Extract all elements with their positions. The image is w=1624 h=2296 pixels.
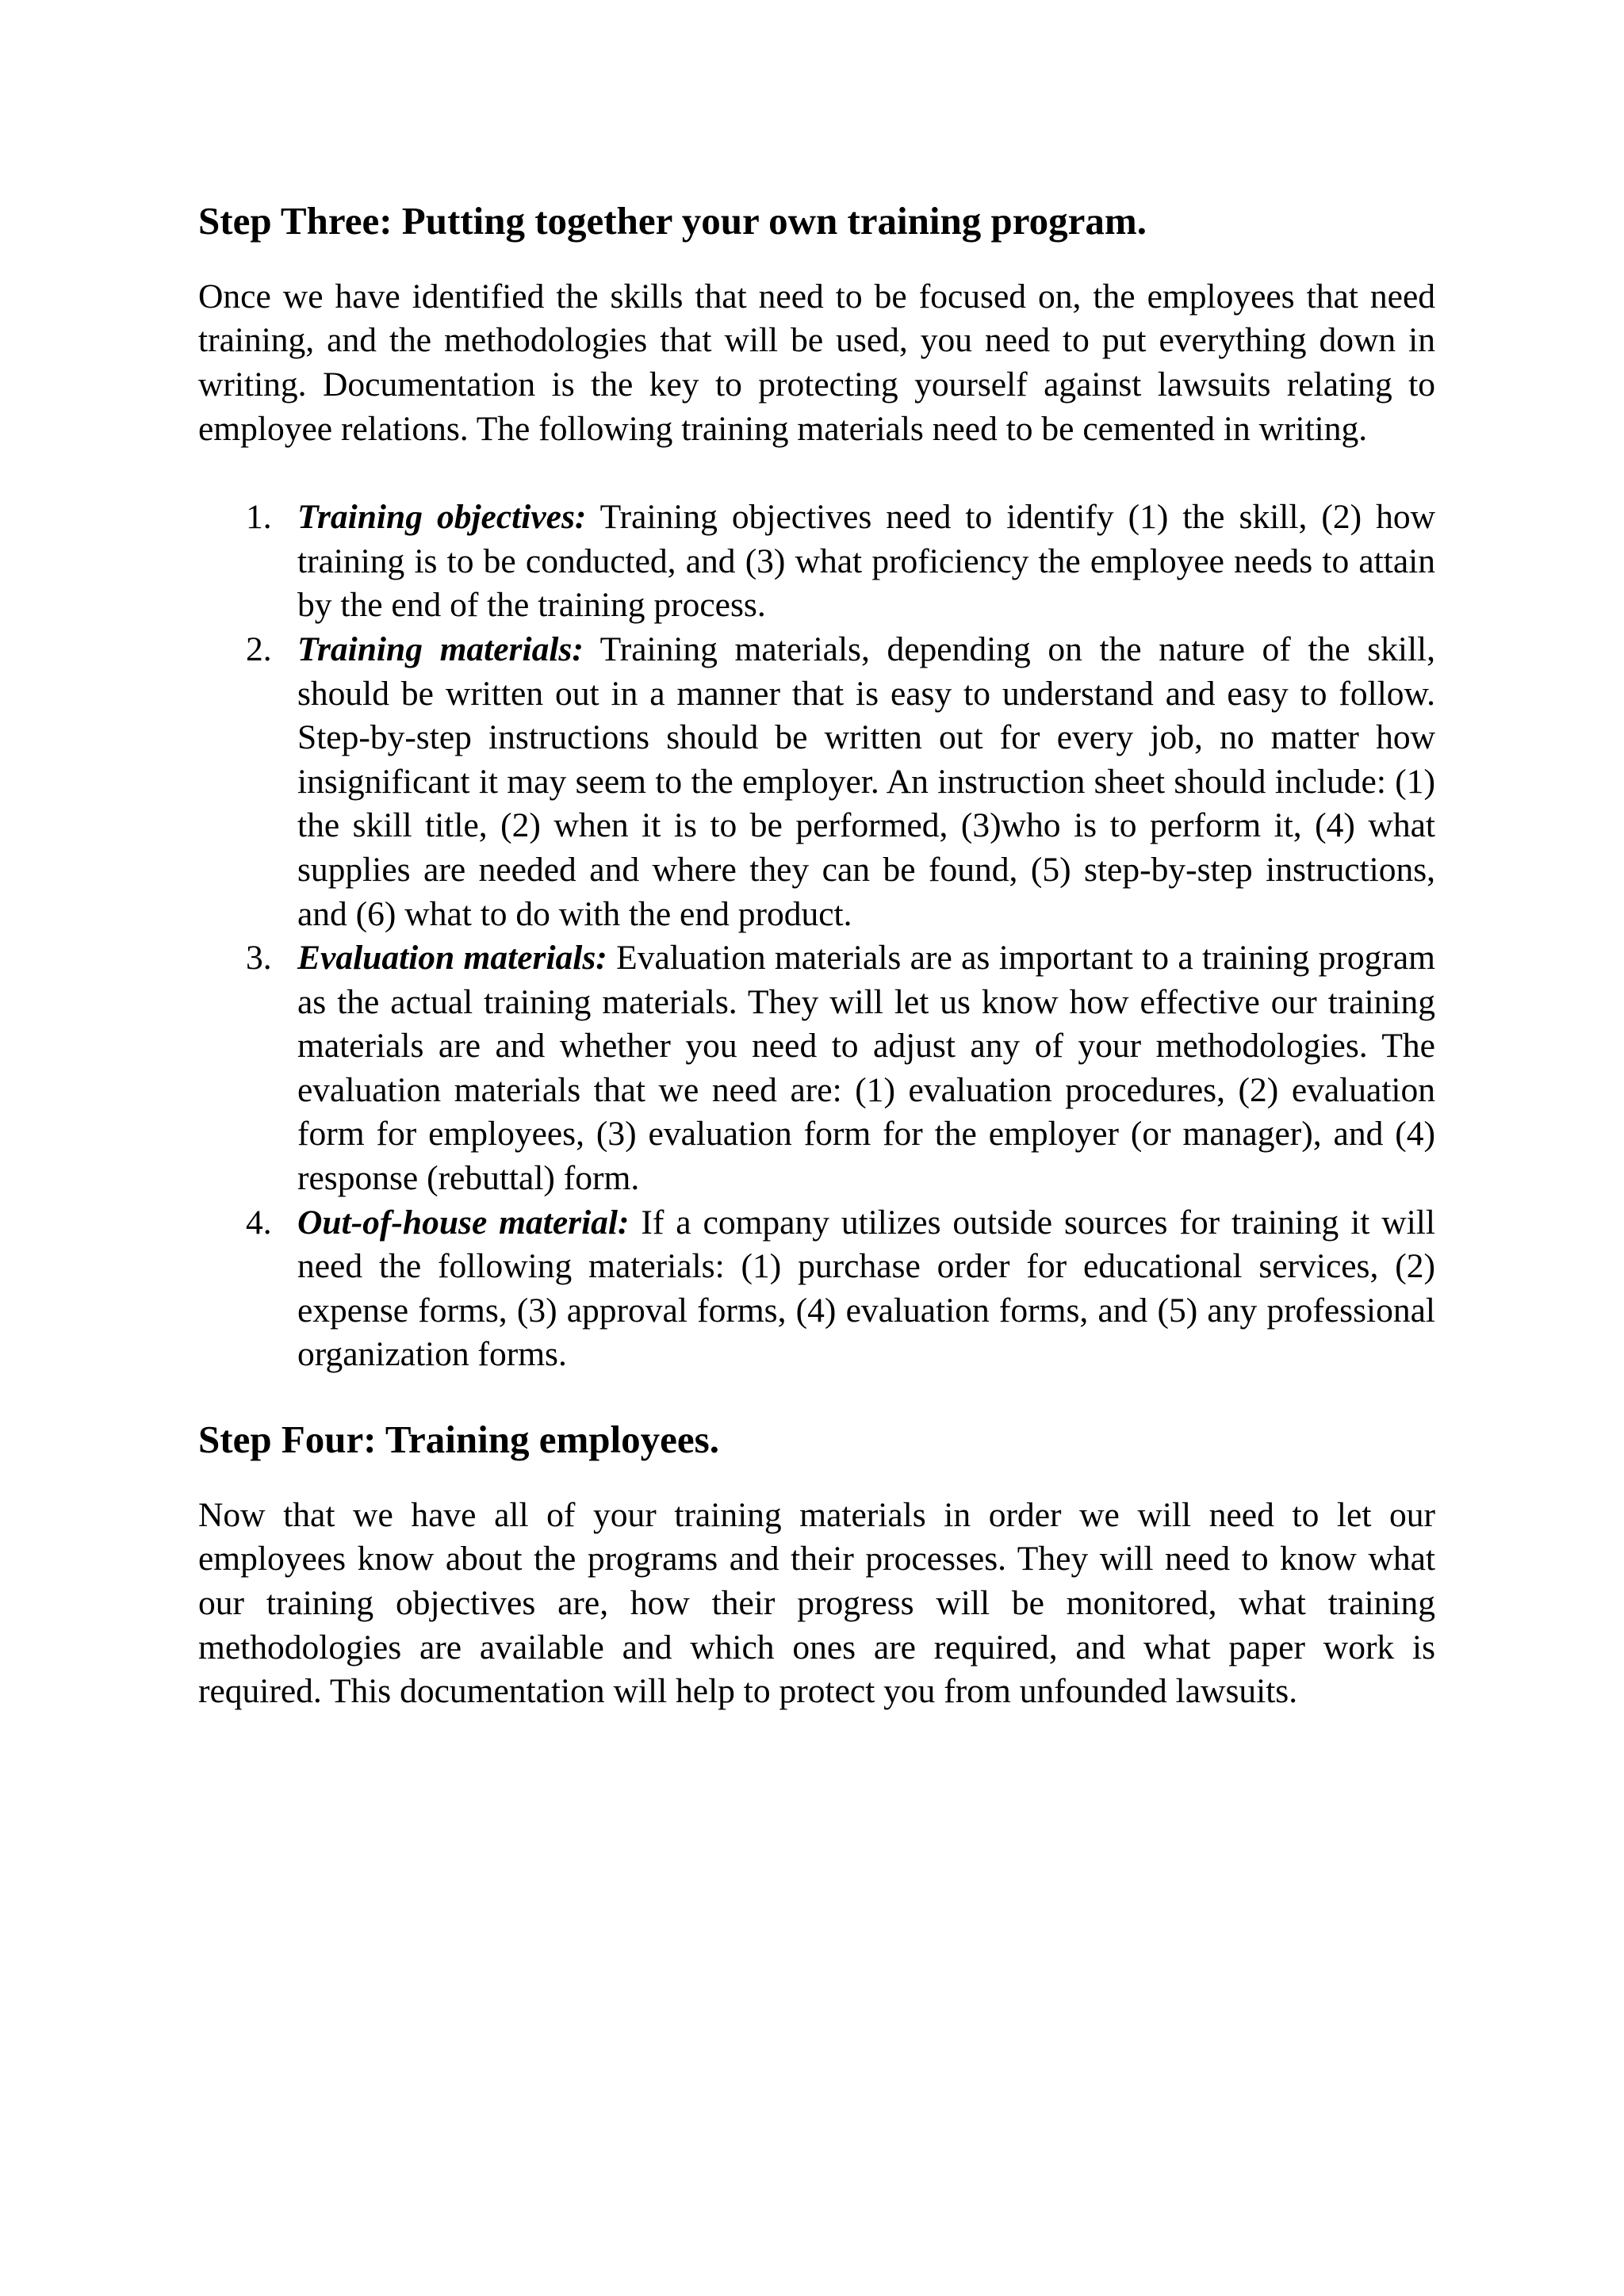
step-four-body: Now that we have all of your training materials in order we will need to let our employees know about the programs and their processes. They will need to know what our training objectives are, how their progress will be monitored, what training methodologies are available and which ones are required, and what paper work is required. This documentation will help to protect you from unfounded lawsuits.	[198, 1495, 1435, 1711]
list-item-text: Training objectives need to identify (1) the skill, (2) how training is to be conducted, and (3) what proficiency the employee needs to attain by the end of the training process.	[297, 498, 1436, 625]
list-item-training-materials	[198, 628, 1435, 936]
step-three-intro: Once we have identified the skills that need to be focused on, the employees that need training, and the methodologies that will be used, you need to put everything down in writing. Documentation is the key to protecting yourself against lawsuits relating to employee relations. The following training materials need to be cemented in writing.	[198, 277, 1435, 448]
step-three-heading: Step Three: Putting together your own training program.	[198, 199, 1147, 243]
list-item-training-objectives	[198, 496, 1435, 628]
list-item-text: Evaluation materials are as important to a training program as the actual training materials. They will let us know how effective our training materials are and whether you need to adjust any of your methodologies. The evaluation materials that we need are: (1) evaluation procedures, (2) evaluation form for employees, (3) evaluation form for the employer (or manager), and (4) response (rebuttal) form.	[297, 939, 1435, 1198]
list-item-number: 4.	[246, 1203, 272, 1242]
list-item-number: 2.	[246, 629, 272, 668]
list-item-term: Out-of-house material:	[297, 1203, 630, 1242]
list-item-text: Training materials, depending on the nature of the skill, should be written out in a manner that is easy to understand and easy to follow. Step-by-step instructions should be written out for every job, no matter how insignificant it may seem to the employer. An instruction sheet should include: (1) the skill title, (2) when it is to be performed, (3)who is to perform it, (4) what supplies are needed and where they can be found, (5) step-by-step instructions, and (6) what to do with the end product.	[297, 629, 1436, 933]
list-item-term: Evaluation materials:	[297, 939, 607, 978]
list-item-number: 3.	[246, 939, 272, 978]
list-item-text: If a company utilizes outside sources for training it will need the following materials: (1) purchase order for educational services, (2) expense forms, (3) approval forms, (4) evaluation forms, and (5) any professional organization forms.	[297, 1203, 1435, 1374]
list-item-term: Training materials:	[297, 629, 584, 668]
list-item-evaluation-materials	[198, 936, 1435, 1201]
list-item-number: 1.	[246, 498, 272, 537]
training-materials-list	[198, 496, 1435, 1377]
step-four-heading: Step Four: Training employees.	[198, 1418, 719, 1462]
document-page	[198, 198, 1435, 1714]
list-item-out-of-house-material	[198, 1201, 1435, 1377]
list-item-term: Training objectives:	[297, 498, 587, 537]
